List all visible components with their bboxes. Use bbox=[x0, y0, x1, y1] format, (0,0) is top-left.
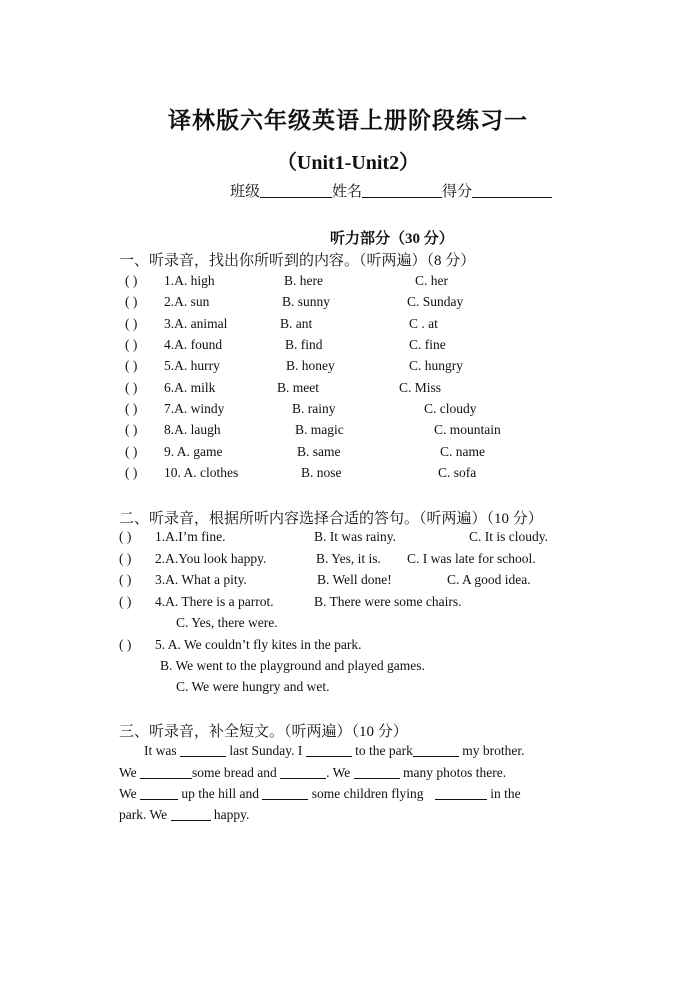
answer-paren[interactable]: ( ) bbox=[119, 572, 132, 587]
option-a: 5.A. hurry bbox=[164, 358, 220, 373]
cloze-blank[interactable] bbox=[306, 744, 352, 757]
option-b: B. rainy bbox=[292, 401, 336, 416]
section1-heading: 一、听录音，找出你所听到的内容。（听两遍）（8 分） bbox=[119, 253, 476, 269]
cloze-blank[interactable] bbox=[171, 808, 211, 821]
answer-paren[interactable]: ( ) bbox=[125, 444, 138, 459]
option-a: 1.A. high bbox=[164, 273, 215, 288]
answer-paren[interactable]: ( ) bbox=[125, 358, 138, 373]
option-c: C. A good idea. bbox=[447, 572, 531, 587]
s2-item-5-option-c: C. We were hungry and wet. bbox=[176, 679, 330, 694]
option-a: 1.A.I’m fine. bbox=[155, 529, 226, 544]
answer-paren[interactable]: ( ) bbox=[125, 401, 138, 416]
cloze-text: many photos there. bbox=[403, 765, 507, 780]
option-b: B. here bbox=[284, 273, 323, 288]
option-b: B. Yes, it is. bbox=[316, 551, 381, 566]
option-c: C. sofa bbox=[438, 465, 477, 480]
cloze-text: in the bbox=[490, 786, 521, 801]
cloze-text: my brother. bbox=[462, 743, 525, 758]
cloze-blank[interactable] bbox=[435, 787, 487, 800]
section3-heading: 三、听录音，补全短文。（听两遍）（10 分） bbox=[119, 724, 408, 740]
option-c: C. It is cloudy. bbox=[469, 529, 548, 544]
option-b: B. same bbox=[297, 444, 341, 459]
cloze-text: some bread and bbox=[192, 765, 277, 780]
cloze-text: We bbox=[119, 765, 137, 780]
page-title: 译林版六年级英语上册阶段练习一 bbox=[168, 108, 528, 133]
score-blank[interactable] bbox=[472, 183, 552, 198]
option-a: 6.A. milk bbox=[164, 380, 216, 395]
cloze-text: park. We bbox=[119, 807, 168, 822]
option-a: 7.A. windy bbox=[164, 401, 225, 416]
class-blank[interactable] bbox=[260, 183, 332, 198]
listening-part-title: 听力部分（30 分） bbox=[330, 231, 454, 247]
cloze-blank[interactable] bbox=[262, 787, 308, 800]
option-b: B. Well done! bbox=[317, 572, 392, 587]
answer-paren[interactable]: ( ) bbox=[125, 294, 138, 309]
cloze-text: It was bbox=[144, 743, 177, 758]
cloze-line-1 bbox=[144, 743, 524, 759]
cloze-text: to the park bbox=[355, 743, 413, 758]
option-c: C . at bbox=[409, 316, 438, 331]
option-b: B. It was rainy. bbox=[314, 529, 396, 544]
cloze-line-2 bbox=[119, 765, 506, 781]
option-a: 5. A. We couldn’t fly kites in the park. bbox=[155, 637, 362, 652]
option-c: C. name bbox=[440, 444, 485, 459]
cloze-blank[interactable] bbox=[280, 766, 326, 779]
cloze-text: happy. bbox=[213, 807, 250, 822]
option-a: 3.A. animal bbox=[164, 316, 228, 331]
s2-item-4-option-c: C. Yes, there were. bbox=[176, 615, 278, 630]
option-b: B. meet bbox=[277, 380, 319, 395]
option-c: C. Sunday bbox=[407, 294, 464, 309]
cloze-text: We bbox=[119, 786, 137, 801]
name-label: 姓名 bbox=[332, 184, 363, 200]
option-c: C. cloudy bbox=[424, 401, 477, 416]
cloze-line-3 bbox=[119, 786, 521, 802]
section2-heading: 二、听录音，根据所听内容选择合适的答句。（听两遍）（10 分） bbox=[119, 511, 543, 527]
option-c: C. fine bbox=[409, 337, 446, 352]
cloze-blank[interactable] bbox=[180, 744, 226, 757]
option-a: 2.A.You look happy. bbox=[155, 551, 267, 566]
option-b: B. magic bbox=[295, 422, 344, 437]
option-b: B. sunny bbox=[282, 294, 331, 309]
page-subtitle: （Unit1-Unit2） bbox=[276, 152, 420, 174]
cloze-blank[interactable] bbox=[140, 787, 178, 800]
option-a: 2.A. sun bbox=[164, 294, 210, 309]
answer-paren[interactable]: ( ) bbox=[125, 465, 138, 480]
option-a: 8.A. laugh bbox=[164, 422, 221, 437]
option-b: B. nose bbox=[301, 465, 342, 480]
option-b: B. There were some chairs. bbox=[314, 594, 462, 609]
option-a: 3.A. What a pity. bbox=[155, 572, 247, 587]
answer-paren[interactable]: ( ) bbox=[125, 380, 138, 395]
option-a: 4.A. There is a parrot. bbox=[155, 594, 274, 609]
option-b: B. ant bbox=[280, 316, 313, 331]
answer-paren[interactable]: ( ) bbox=[125, 316, 138, 331]
cloze-text: some children flying bbox=[311, 786, 424, 801]
name-blank[interactable] bbox=[362, 183, 442, 198]
answer-paren[interactable]: ( ) bbox=[119, 551, 132, 566]
answer-paren[interactable]: ( ) bbox=[125, 337, 138, 352]
student-info-line bbox=[230, 180, 552, 201]
option-c: C. her bbox=[415, 273, 448, 288]
cloze-text: last Sunday. I bbox=[229, 743, 303, 758]
answer-paren[interactable]: ( ) bbox=[125, 422, 138, 437]
s2-item-5-option-b: B. We went to the playground and played games. bbox=[160, 658, 425, 673]
cloze-text: . We bbox=[326, 765, 351, 780]
option-c: C. Miss bbox=[399, 380, 442, 395]
answer-paren[interactable]: ( ) bbox=[119, 637, 132, 652]
option-b: B. honey bbox=[286, 358, 335, 373]
answer-paren[interactable]: ( ) bbox=[125, 273, 138, 288]
option-a: 9. A. game bbox=[164, 444, 223, 459]
option-a: 10. A. clothes bbox=[164, 465, 239, 480]
option-c: C. hungry bbox=[409, 358, 463, 373]
class-label: 班级 bbox=[230, 184, 261, 200]
answer-paren[interactable]: ( ) bbox=[119, 594, 132, 609]
cloze-line-4 bbox=[119, 807, 249, 823]
cloze-blank[interactable] bbox=[413, 744, 459, 757]
option-c: C. I was late for school. bbox=[407, 551, 536, 566]
score-label: 得分 bbox=[442, 184, 473, 200]
option-c: C. mountain bbox=[434, 422, 501, 437]
cloze-text: up the hill and bbox=[181, 786, 260, 801]
cloze-blank[interactable] bbox=[354, 766, 400, 779]
answer-paren[interactable]: ( ) bbox=[119, 529, 132, 544]
option-b: B. find bbox=[285, 337, 323, 352]
cloze-blank[interactable] bbox=[140, 766, 192, 779]
option-a: 4.A. found bbox=[164, 337, 223, 352]
